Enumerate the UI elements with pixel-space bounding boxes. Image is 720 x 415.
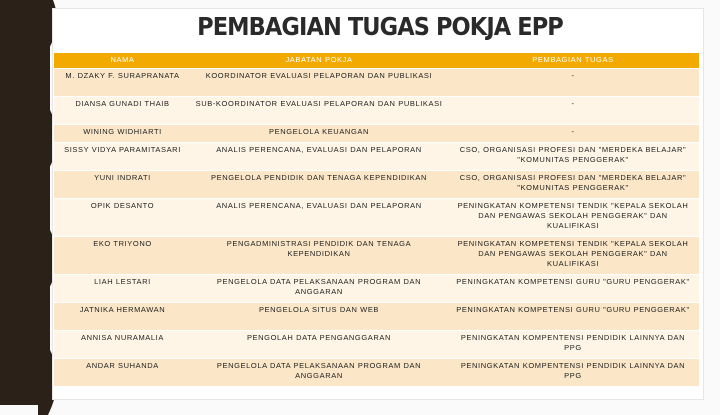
cell-tugas: - [447,97,699,124]
cell-nama: LIAH LESTARI [54,275,191,302]
cell-jabatan: PENGELOLA DATA PELAKSANAAN PROGRAM DAN ANGGARAN [191,275,447,302]
cell-nama: DIANSA GUNADI THAIB [54,97,191,124]
cell-jabatan: PENGELOLA DATA PELAKSANAAN PROGRAM DAN ANGGARAN [191,359,447,386]
cell-tugas: PENINGKATAN KOMPETENSI GURU "GURU PENGGERAK" [447,303,699,330]
cell-nama: JATNIKA HERMAWAN [54,303,191,330]
table-row [54,359,699,386]
cell-nama: WINING WIDHIARTI [54,125,191,142]
table-row [54,237,699,274]
cell-jabatan: PENGELOLA SITUS DAN WEB [191,303,447,330]
table-row [54,331,699,358]
cell-nama: ANNISA NURAMALIA [54,331,191,358]
cell-nama: YUNI INDRATI [54,171,191,198]
cell-tugas: PENINGKATAN KOMPENTENSI PENDIDIK LAINNYA DAN PPG [447,331,699,358]
cell-jabatan: ANALIS PERENCANA, EVALUASI DAN PELAPORAN [191,143,447,170]
cell-jabatan: SUB-KOORDINATOR EVALUASI PELAPORAN DAN PUBLIKASI [191,97,447,124]
task-table [54,52,699,387]
cell-jabatan: ANALIS PERENCANA, EVALUASI DAN PELAPORAN [191,199,447,236]
cell-tugas: PENINGKATAN KOMPENTENSI PENDIDIK LAINNYA DAN PPG [447,359,699,386]
cell-nama: OPIK DESANTO [54,199,191,236]
cell-tugas: PENINGKATAN KOMPETENSI TENDIK "KEPALA SEKOLAH DAN PENGAWAS SEKOLAH PENGGERAK" DAN KUALIFIKASI [447,237,699,274]
cell-tugas: CSO, ORGANISASI PROFESI DAN "MERDEKA BELAJAR" "KOMUNITAS PENGGERAK" [447,143,699,170]
cell-nama: ANDAR SUHANDA [54,359,191,386]
header-pembagian-tugas: PEMBAGIAN TUGAS [447,53,699,68]
header-nama: NAMA [54,53,191,68]
cell-tugas: PENINGKATAN KOMPETENSI TENDIK "KEPALA SEKOLAH DAN PENGAWAS SEKOLAH PENGGERAK" DAN KUALIFIKASI [447,199,699,236]
cell-jabatan: PENGOLAH DATA PENGANGGARAN [191,331,447,358]
cell-jabatan: PENGELOLA PENDIDIK DAN TENAGA KEPENDIDIKAN [191,171,447,198]
table-row [54,171,699,198]
header-jabatan-pokja: JABATAN POKJA [191,53,447,68]
cell-nama: SISSY VIDYA PARAMITASARI [54,143,191,170]
page-title: PEMBAGIAN TUGAS POKJA EPP [197,12,563,41]
cell-nama: M. DZAKY F. SURAPRANATA [54,69,191,96]
table-row [54,97,699,124]
table-header-row [54,53,699,68]
cell-jabatan: PENGADMINISTRASI PENDIDIK DAN TENAGA KEPENDIDIKAN [191,237,447,274]
table-row [54,69,699,96]
table-row [54,143,699,170]
table-row [54,275,699,302]
table-row [54,303,699,330]
table-row [54,199,699,236]
cell-jabatan: PENGELOLA KEUANGAN [191,125,447,142]
cell-tugas: - [447,125,699,142]
cell-tugas: PENINGKATAN KOMPETENSI GURU "GURU PENGGERAK" [447,275,699,302]
cell-tugas: CSO, ORGANISASI PROFESI DAN "MERDEKA BELAJAR" "KOMUNITAS PENGGERAK" [447,171,699,198]
cell-nama: EKO TRIYONO [54,237,191,274]
cell-tugas: - [447,69,699,96]
table-row [54,125,699,142]
cell-jabatan: KOORDINATOR EVALUASI PELAPORAN DAN PUBLIKASI [191,69,447,96]
